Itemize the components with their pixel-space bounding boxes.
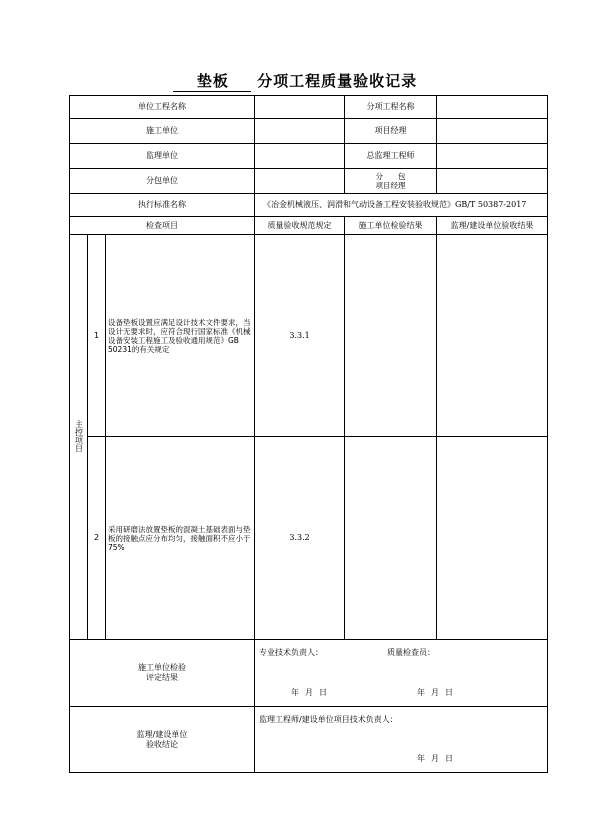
- supervision-unit-label: 监理单位: [70, 144, 255, 169]
- col-header-supervision-result: 监理/建设单位验收结果: [437, 217, 548, 235]
- col-header-item: 检查项目: [70, 217, 255, 235]
- row-standard: [70, 194, 548, 217]
- row-subcontract-unit: [70, 169, 548, 194]
- item-construction-result[interactable]: [345, 235, 437, 437]
- standard-label: 执行标准名称: [70, 194, 255, 217]
- supervisor-label: 监理工程师/建设单位项目技术负责人：: [259, 715, 398, 724]
- construction-unit-label: 施工单位: [70, 119, 255, 144]
- item-construction-result[interactable]: [345, 437, 437, 640]
- item-text: 设备垫板设置应满足设计技术文件要求，当设计无要求时，应符合现行国家标准《机械设备安装工程施工及验收通用规范》GB 50231的有关规定: [106, 235, 255, 437]
- title-blank[interactable]: 垫板: [173, 70, 251, 92]
- page-title: [0, 70, 590, 92]
- title-suffix: 分项工程质量验收记录: [257, 72, 418, 90]
- unit-project-label: 单位工程名称: [70, 96, 255, 119]
- construction-eval-label: 施工单位检验 评定结果: [70, 640, 255, 707]
- supervision-conclusion-label: 监理/建设单位 验收结论: [70, 707, 255, 773]
- row-unit-project: [70, 96, 548, 119]
- supervision-unit-value[interactable]: [255, 144, 345, 169]
- row-construction-unit: [70, 119, 548, 144]
- quality-inspector-date: 年月日: [417, 688, 460, 697]
- table-row: [70, 437, 548, 640]
- item-spec: 3.3.2: [255, 437, 345, 640]
- sub-project-label: 分项工程名称: [345, 96, 437, 119]
- subcontract-unit-label: 分包单位: [70, 169, 255, 194]
- standard-value[interactable]: 《冶金机械液压、润滑和气动设备工程安装验收规范》GB/T 50387-2017: [255, 194, 548, 217]
- row-column-headers: [70, 217, 548, 235]
- tech-lead-date: 年月日: [291, 688, 334, 697]
- subcontract-manager-value[interactable]: [437, 169, 548, 194]
- item-number: 1: [88, 235, 106, 437]
- project-manager-label: 项目经理: [345, 119, 437, 144]
- col-header-spec: 质量验收规范规定: [255, 217, 345, 235]
- quality-inspector-label: 质量检查员：: [387, 648, 436, 657]
- col-header-construction-result: 施工单位检验结果: [345, 217, 437, 235]
- table-row: [70, 235, 548, 437]
- chief-supervisor-label: 总监理工程师: [345, 144, 437, 169]
- sub-project-value[interactable]: [437, 96, 548, 119]
- row-construction-eval: [70, 640, 548, 707]
- project-manager-value[interactable]: [437, 119, 548, 144]
- tech-lead-label: 专业技术负责人：: [259, 648, 324, 657]
- subcontract-manager-label: 分 包 项目经理: [345, 169, 437, 194]
- supervision-conclusion-signature[interactable]: [255, 707, 548, 773]
- item-supervision-result[interactable]: [437, 437, 548, 640]
- item-number: 2: [88, 437, 106, 640]
- inspection-form: [69, 95, 548, 773]
- construction-eval-signature[interactable]: [255, 640, 548, 707]
- supervisor-date: 年月日: [417, 754, 460, 763]
- group-label-cell: [70, 235, 88, 640]
- item-text: 采用研磨法放置垫板的混凝土基础表面与垫板的接触点应分布均匀，接触面积不应小于75%: [106, 437, 255, 640]
- chief-supervisor-value[interactable]: [437, 144, 548, 169]
- item-spec: 3.3.1: [255, 235, 345, 437]
- construction-unit-value[interactable]: [255, 119, 345, 144]
- unit-project-value[interactable]: [255, 96, 345, 119]
- group-label: 主控项目: [74, 419, 84, 452]
- row-supervision-unit: [70, 144, 548, 169]
- item-supervision-result[interactable]: [437, 235, 548, 437]
- row-supervision-conclusion: [70, 707, 548, 773]
- subcontract-unit-value[interactable]: [255, 169, 345, 194]
